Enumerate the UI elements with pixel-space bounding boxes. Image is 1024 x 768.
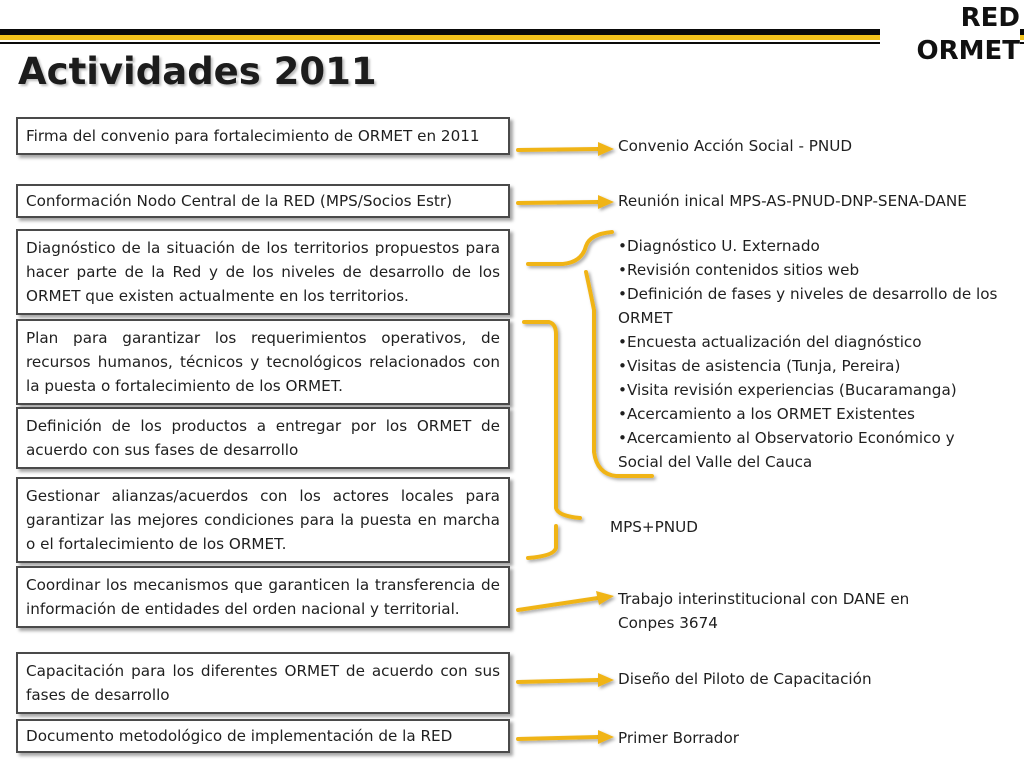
- list-item: •Definición de fases y niveles de desarrollo de los ORMET: [618, 285, 998, 327]
- result-reunion: Reunión inical MPS-AS-PNUD-DNP-SENA-DANE: [618, 192, 967, 210]
- arrow-borrador: [518, 737, 598, 739]
- result-diagnostico-list: [618, 234, 998, 474]
- result-piloto: Diseño del Piloto de Capacitación: [618, 670, 872, 688]
- result-convenio: Convenio Acción Social - PNUD: [618, 137, 853, 155]
- list-item: •Diagnóstico U. Externado: [618, 237, 820, 255]
- list-item: •Visita revisión experiencias (Bucaramanga): [618, 381, 957, 399]
- arrowhead-piloto: [598, 673, 614, 687]
- logo-line-red: RED: [880, 2, 1020, 35]
- list-item: •Acercamiento al Observatorio Económico y Social del Valle del Cauca: [618, 429, 955, 471]
- list-item: •Acercamiento a los ORMET Existentes: [618, 405, 915, 423]
- arrow-reunion: [518, 202, 598, 203]
- arrow-convenio: [518, 149, 598, 150]
- arrow-trabajo: [518, 598, 598, 610]
- activity-box-alianzas: Gestionar alianzas/acuerdos con los actores locales para garantizar las mejores condiciones para la puesta en marcha o el fortalecimiento de los ORMET.: [16, 477, 510, 563]
- arrow-piloto: [518, 680, 598, 682]
- activity-box-productos: Definición de los productos a entregar por los ORMET de acuerdo con sus fases de desarrollo: [16, 407, 510, 469]
- activity-box-firma-convenio: Firma del convenio para fortalecimiento de ORMET en 2011: [16, 117, 510, 155]
- arrowhead-trabajo: [596, 591, 614, 605]
- activity-box-coordinar: Coordinar los mecanismos que garanticen la transferencia de información de entidades del orden nacional y territorial.: [16, 566, 510, 628]
- list-item: •Revisión contenidos sitios web: [618, 261, 860, 279]
- activity-box-capacitacion: Capacitación para los diferentes ORMET de acuerdo con sus fases de desarrollo: [16, 652, 510, 714]
- activity-box-documento: Documento metodológico de implementación de la RED: [16, 719, 510, 753]
- activity-box-plan: Plan para garantizar los requerimientos operativos, de recursos humanos, técnicos y tecnológicos relacionados con la puesta o fortalecimiento de los ORMET.: [16, 319, 510, 405]
- result-mps-pnud: MPS+PNUD: [610, 518, 698, 536]
- result-trabajo: Trabajo interinstitucional con DANE en Conpes 3674: [618, 590, 910, 632]
- arrowhead-convenio: [598, 142, 614, 156]
- brace-mps-pnud: [524, 322, 580, 558]
- activity-box-nodo-central: Conformación Nodo Central de la RED (MPS/Socios Estr): [16, 184, 510, 218]
- arrowhead-reunion: [598, 195, 614, 209]
- arrowhead-borrador: [598, 730, 614, 744]
- result-borrador: Primer Borrador: [618, 729, 739, 747]
- activity-box-diagnostico: Diagnóstico de la situación de los territorios propuestos para hacer parte de la Red y de los niveles de desarrollo de los ORMET que existen actualmente en los territorios.: [16, 229, 510, 315]
- logo-line-ormet: ORMET: [880, 35, 1020, 68]
- page-title: Actividades 2011: [18, 50, 377, 93]
- list-item: •Encuesta actualización del diagnóstico: [618, 333, 922, 351]
- list-item: •Visitas de asistencia (Tunja, Pereira): [618, 357, 901, 375]
